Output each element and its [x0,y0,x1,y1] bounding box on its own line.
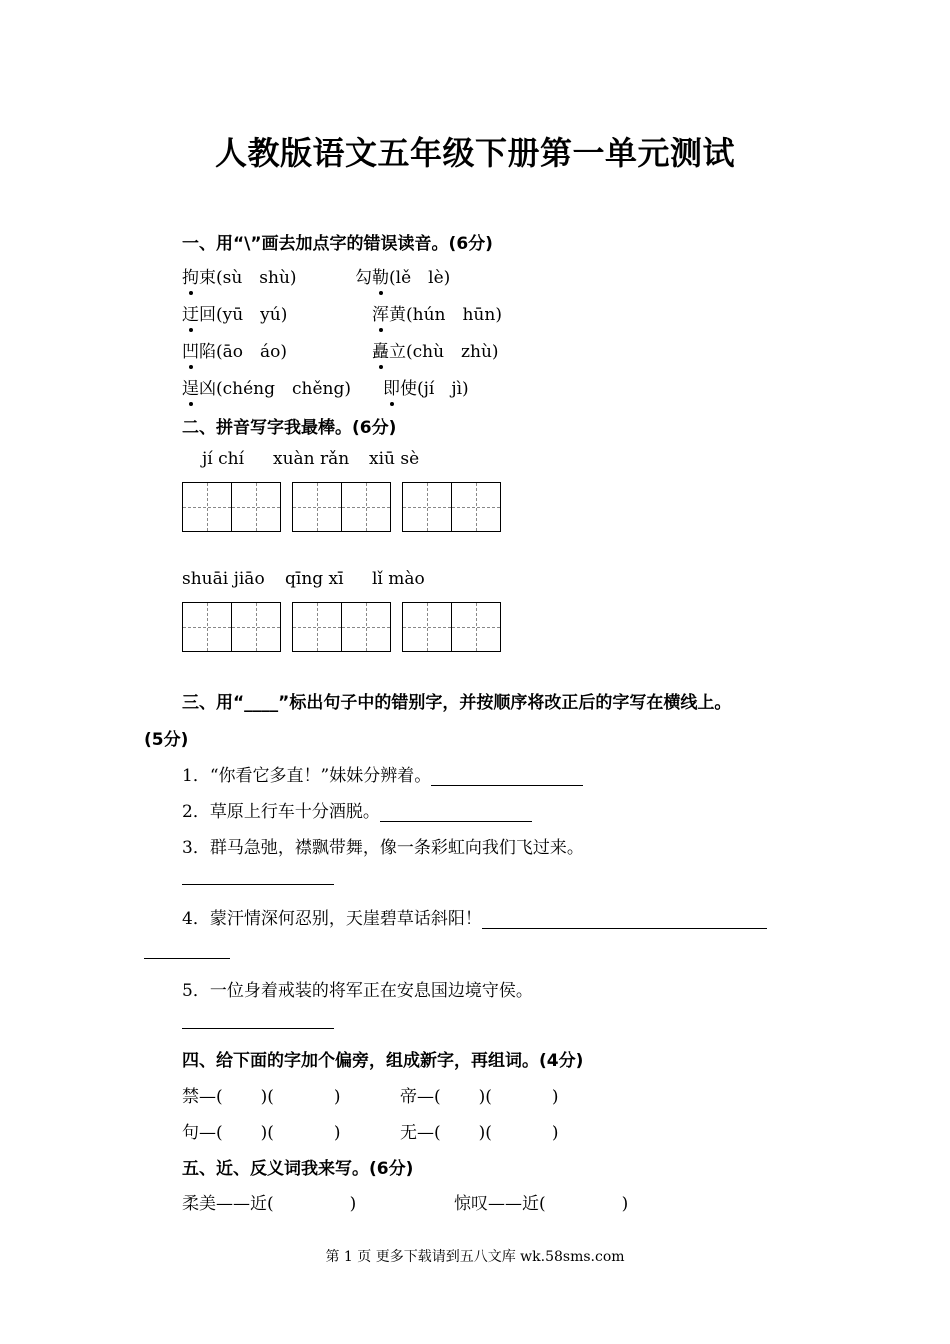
pinyin-label: lǐ mào [372,569,425,589]
writing-grid[interactable] [292,602,390,652]
pinyin-label: shuāi jiāo [182,569,265,589]
answer-blank[interactable] [482,928,767,929]
sentence-item: 3．群马急弛，襟飘带舞，像一条彩虹向我们飞过来。 [182,838,584,858]
pinyin-label: qīng xī [285,569,344,589]
synonym-item: 柔美——近( ) [182,1194,357,1214]
pinyin-label: jí chí [202,449,245,469]
pinyin-item: 即使(jí jì) [383,374,469,399]
pinyin-label: xiū sè [369,449,420,469]
radical-item: 句—( )( ) [182,1123,341,1143]
pinyin-item: 凹陷(āo áo) [182,337,287,362]
sentence-item: 4．蒙汗情深何忍别，天崖碧草话斜阳！ [182,904,767,929]
pinyin-item: 浑黄(hún hūn) [372,300,502,325]
sentence-item: 5．一位身着戒装的将军正在安息国边境守侯。 [182,981,533,1001]
pinyin-item: 逞凶(chéng chěng) [182,374,351,399]
writing-grid[interactable] [402,602,500,652]
sentence-item: 1．“你看它多直！”妹妹分辨着。 [182,761,583,786]
pinyin-item: 勾勒(lě lè) [355,263,450,288]
pinyin-label: xuàn rǎn [273,449,350,469]
answer-blank[interactable] [431,785,583,786]
section-4-heading: 四、给下面的字加个偏旁，组成新字，再组词。(4分) [182,1051,584,1071]
writing-grid[interactable] [292,482,390,532]
sentence-item: 2．草原上行车十分酒脱。 [182,797,532,822]
answer-blank[interactable] [380,821,532,822]
synonym-item: 惊叹——近( ) [454,1194,629,1214]
answer-blank[interactable] [182,884,334,885]
radical-item: 帝—( )( ) [400,1087,559,1107]
pinyin-item: 拘束(sù shù) [182,263,297,288]
writing-grid[interactable] [182,482,280,532]
section-2-heading: 二、拼音写字我最棒。(6分) [182,418,397,438]
answer-blank[interactable] [144,958,230,959]
answer-blank[interactable] [182,1028,334,1029]
section-3-score: (5分) [144,730,189,750]
section-3-heading: 三、用“____”标出句子中的错别字，并按顺序将改正后的字写在横线上。 [182,693,732,713]
section-1-heading: 一、用“\”画去加点字的错误读音。(6分) [182,234,493,254]
writing-grid[interactable] [402,482,500,532]
page-title: 人教版语文五年级下册第一单元测试 [214,134,735,172]
page-footer: 第 1 页 更多下载请到五八文库 wk.58sms.com [325,1249,625,1265]
radical-item: 无—( )( ) [400,1123,559,1143]
writing-grid[interactable] [182,602,280,652]
pinyin-item: 迂回(yū yú) [182,300,287,325]
radical-item: 禁—( )( ) [182,1087,341,1107]
pinyin-item: 矗立(chù zhù) [372,337,499,362]
section-5-heading: 五、近、反义词我来写。(6分) [182,1159,414,1179]
